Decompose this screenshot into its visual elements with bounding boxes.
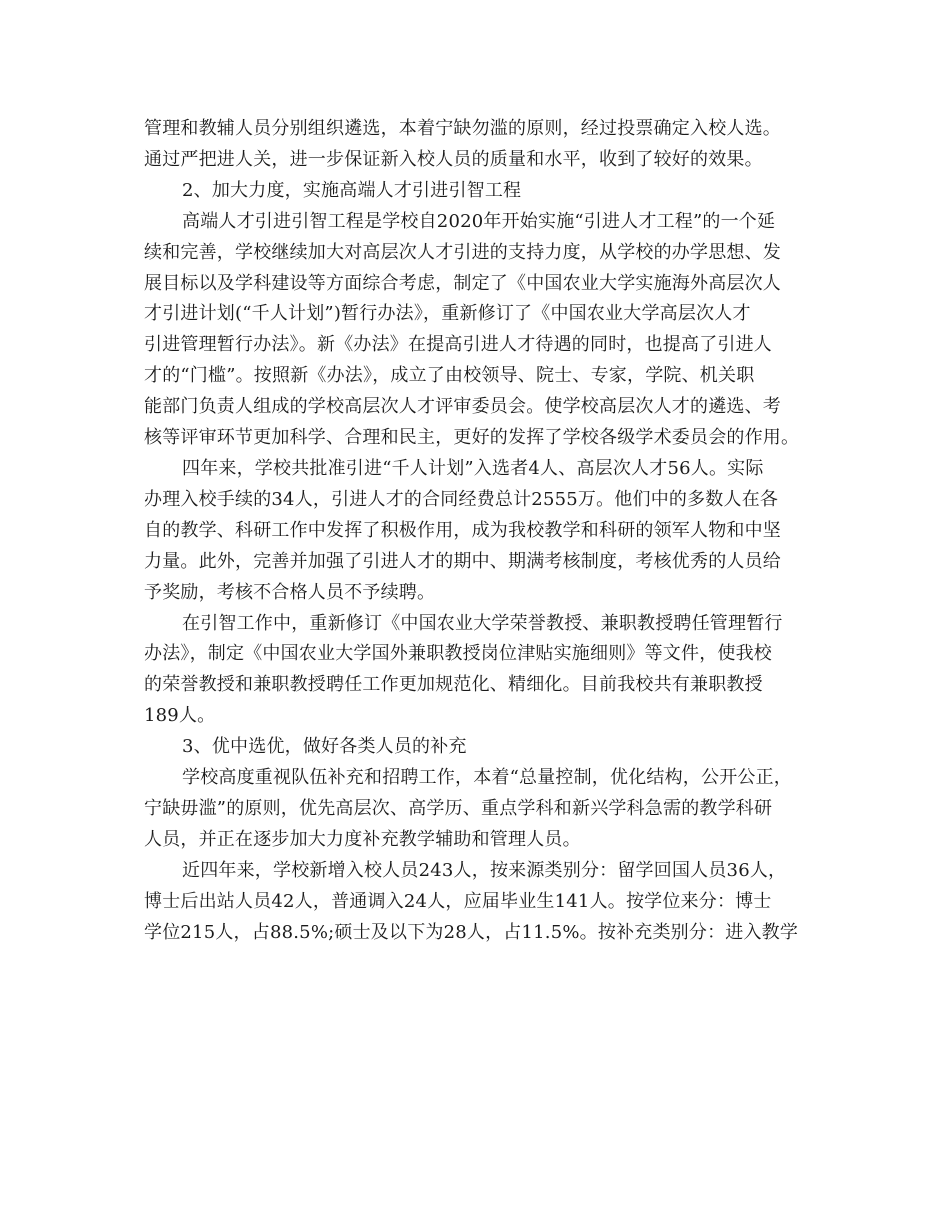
text-line: 展目标以及学科建设等方面综合考虑，制定了《中国农业大学实施海外高层次人	[144, 272, 781, 294]
text-line: 宁缺毋滥”的原则，优先高层次、高学历、重点学科和新兴学科急需的教学科研	[144, 797, 773, 819]
text-line: 学位215人，占88.5%;硕士及以下为28人，占11.5%。按补充类别分：进入教学	[144, 921, 799, 943]
text-line: 力量。此外，完善并加强了引进人才的期中、期满考核制度，考核优秀的人员给	[144, 550, 781, 572]
text-line: 在引智工作中，重新修订《中国农业大学荣誉教授、兼职教授聘任管理暂行	[182, 612, 783, 634]
text-line: 自的教学、科研工作中发挥了积极作用，成为我校教学和科研的领军人物和中坚	[144, 519, 781, 541]
text-line: 高端人才引进引智工程是学校自2020年开始实施“引进人才工程”的一个延	[182, 210, 776, 232]
text-line: 人员，并正在逐步加大力度补充教学辅助和管理人员。	[144, 828, 581, 850]
text-line: 才的“门槛”。按照新《办法》，成立了由校领导、院士、专家，学院、机关职	[144, 365, 755, 387]
text-line: 能部门负责人组成的学校高层次人才评审委员会。使学校高层次人才的遴选、考	[144, 396, 781, 418]
text-line: 四年来，学校共批准引进“千人计划”入选者4人、高层次人才56人。实际	[182, 457, 764, 479]
text-line: 续和完善，学校继续加大对高层次人才引进的支持力度，从学校的办学思想、发	[144, 241, 781, 263]
section-heading: 2、加大力度，实施高端人才引进引智工程	[182, 179, 522, 201]
text-line: 办法》，制定《中国农业大学国外兼职教授岗位津贴实施细则》等文件，使我校	[144, 643, 772, 665]
text-line: 引进管理暂行办法》。新《办法》在提高引进人才待遇的同时，也提高了引进人	[144, 334, 772, 356]
text-line: 管理和教辅人员分别组织遴选，本着宁缺勿滥的原则，经过投票确定入校人选。	[144, 118, 781, 139]
text-line: 核等评审环节更加科学、合理和民主，更好的发挥了学校各级学术委员会的作用。	[144, 427, 800, 449]
text-line: 通过严把进人关，进一步保证新入校人员的质量和水平，收到了较好的效果。	[144, 148, 763, 170]
section-heading: 3、优中选优，做好各类人员的补充	[182, 736, 467, 758]
document-body	[144, 114, 816, 948]
text-line: 189人。	[144, 705, 216, 727]
text-line: 的荣誉教授和兼职教授聘任工作更加规范化、精细化。目前我校共有兼职教授	[144, 674, 763, 696]
text-line: 博士后出站人员42人，普通调入24人，应届毕业生141人。按学位来分：博士	[144, 890, 772, 912]
text-line: 学校高度重视队伍补充和招聘工作，本着“总量控制，优化结构，公开公正，	[182, 767, 792, 789]
text-line: 办理入校手续的34人，引进人才的合同经费总计2555万。他们中的多数人在各	[144, 488, 779, 510]
text-line: 才引进计划(“千人计划”)暂行办法》，重新修订了《中国农业大学高层次人才	[144, 303, 751, 325]
text-line: 予奖励，考核不合格人员不予续聘。	[144, 581, 436, 603]
text-line: 近四年来，学校新增入校人员243人，按来源类别分：留学回国人员36人，	[182, 859, 787, 881]
